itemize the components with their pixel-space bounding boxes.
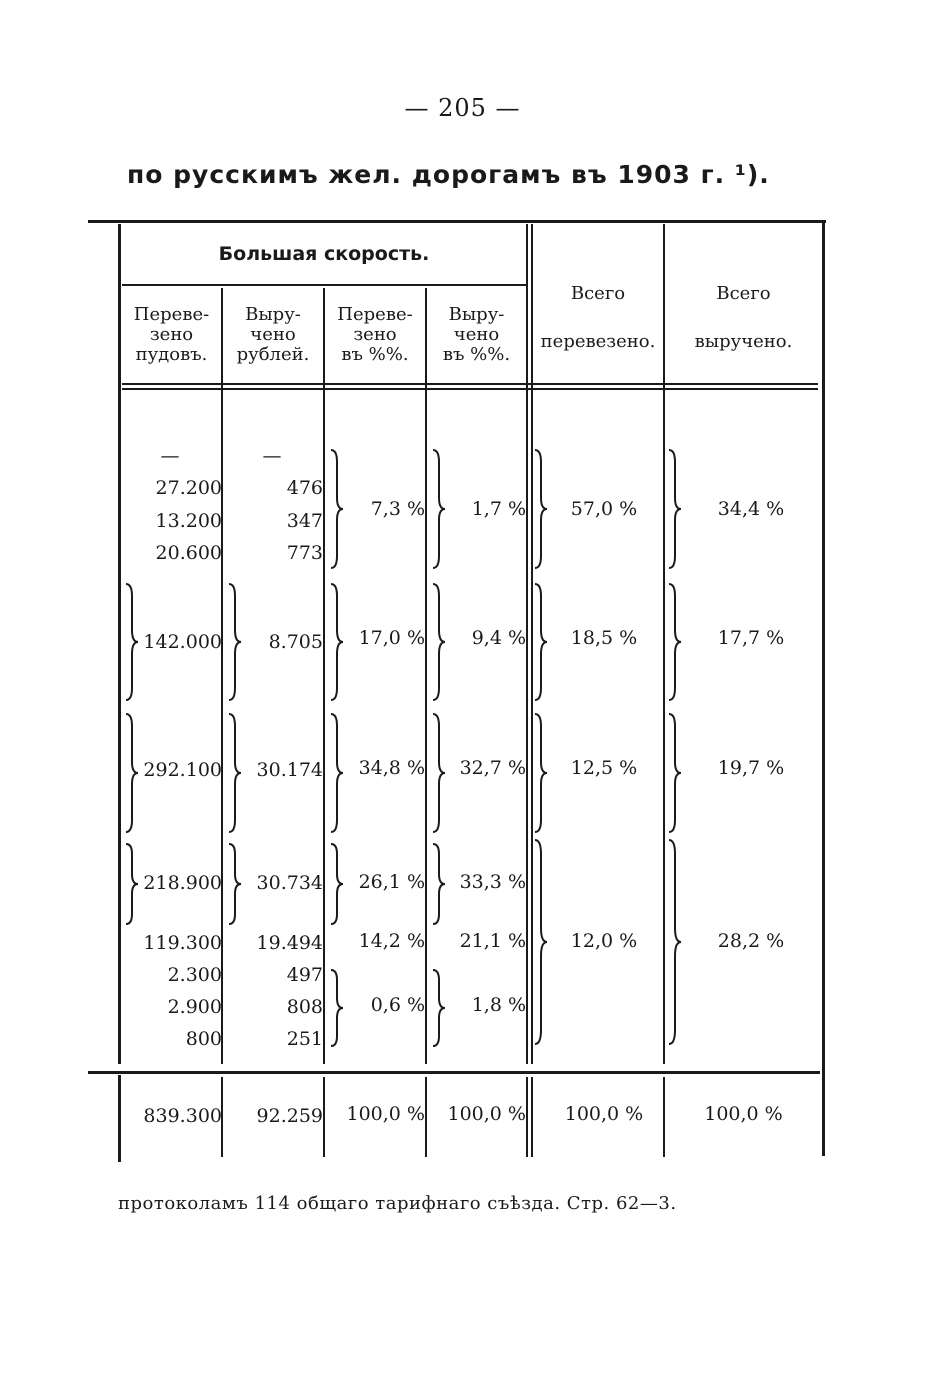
header-total-transported: Всего перевезено. xyxy=(540,283,656,352)
page-number: — 205 — xyxy=(404,94,521,122)
brace-right-icon xyxy=(227,842,243,926)
brace-right-icon xyxy=(667,448,683,570)
brace-right-icon xyxy=(533,448,549,570)
brace-right-icon xyxy=(431,448,447,570)
header-total-earned: Всего выручено. xyxy=(694,283,793,352)
header-poods: Переве- зено пудовъ. xyxy=(133,304,210,365)
brace-right-icon xyxy=(667,582,683,702)
brace-right-icon xyxy=(329,582,345,702)
brace-right-icon xyxy=(431,968,447,1048)
header-pct-transported: Переве- зено въ %%. xyxy=(337,304,413,365)
brace-right-icon xyxy=(124,582,140,702)
brace-right-icon xyxy=(227,582,243,702)
brace-right-icon xyxy=(124,712,140,834)
brace-right-icon xyxy=(667,838,683,1046)
brace-right-icon xyxy=(533,712,549,834)
brace-right-icon xyxy=(124,842,140,926)
brace-right-icon xyxy=(667,712,683,834)
table-title: по русскимъ жел. дорогамъ въ 1903 г. ¹). xyxy=(127,160,770,189)
brace-right-icon xyxy=(329,448,345,570)
header-group-title: Большая скорость. xyxy=(218,243,430,265)
footnote: протоколамъ 114 общаго тарифнаго съѣзда. Стр. 62—3. xyxy=(118,1193,677,1214)
brace-right-icon xyxy=(329,968,345,1048)
brace-right-icon xyxy=(533,838,549,1046)
brace-right-icon xyxy=(329,712,345,834)
brace-right-icon xyxy=(431,712,447,834)
brace-right-icon xyxy=(329,842,345,926)
brace-right-icon xyxy=(227,712,243,834)
brace-right-icon xyxy=(533,582,549,702)
header-rubles: Выру- чено рублей. xyxy=(236,304,310,365)
header-pct-earned: Выру- чено въ %%. xyxy=(442,304,511,365)
brace-right-icon xyxy=(431,842,447,926)
brace-right-icon xyxy=(431,582,447,702)
